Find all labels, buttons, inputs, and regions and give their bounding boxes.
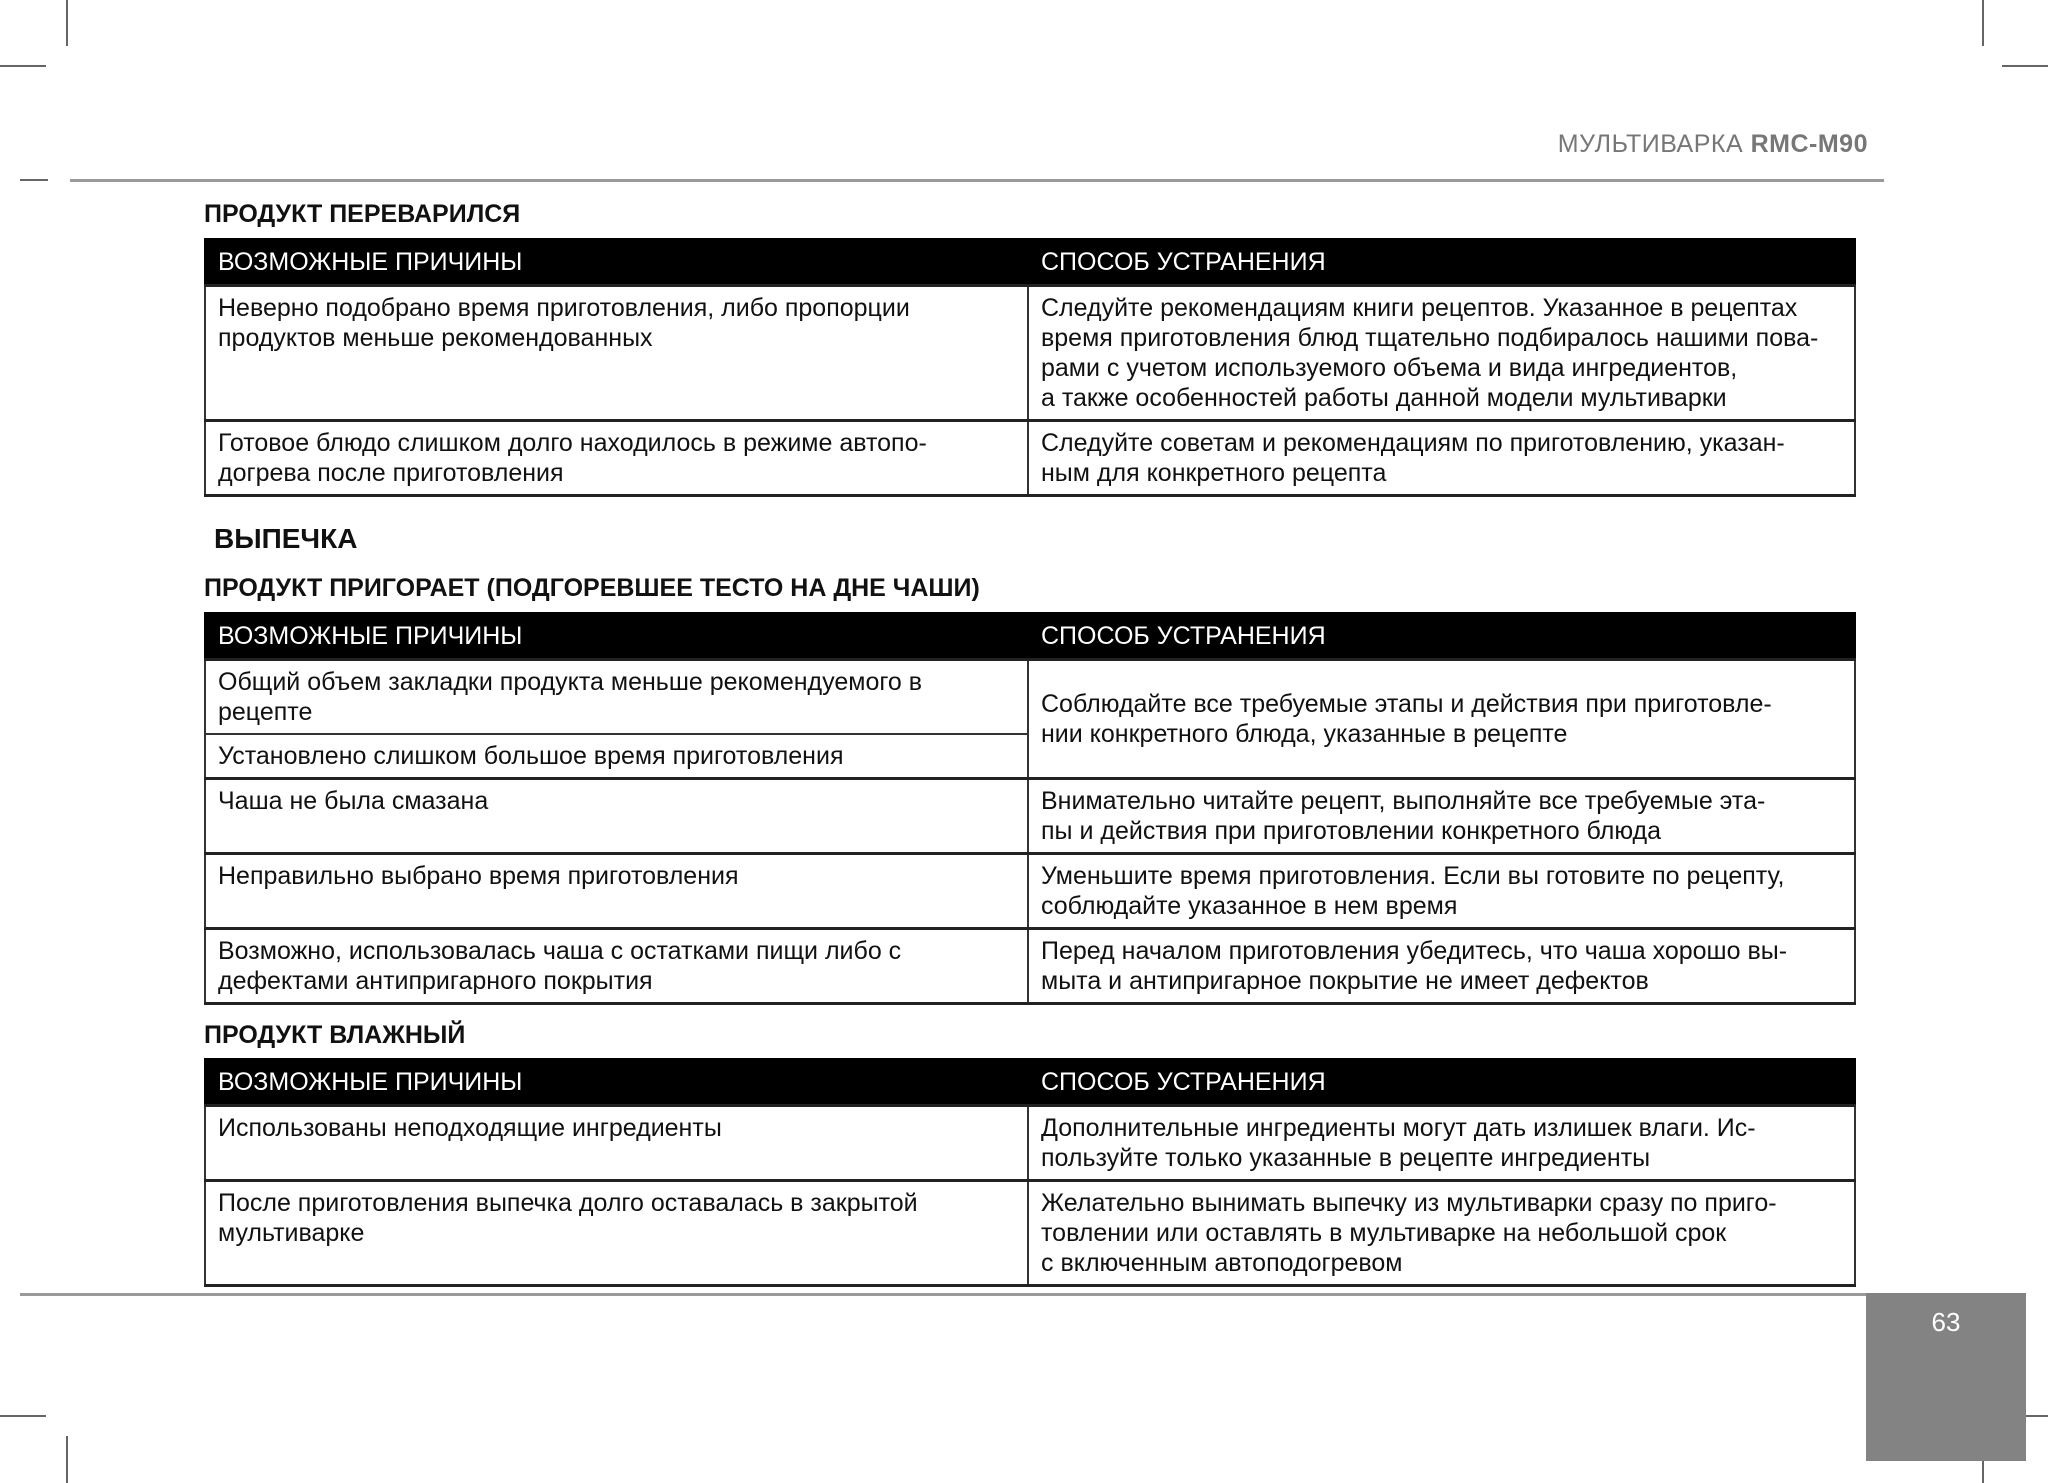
crop-mark	[2002, 65, 2048, 67]
text-line: время приготовления блюд тщательно подбиралось нашими пова-	[1041, 324, 1819, 352]
table-row	[205, 286, 1855, 421]
text-line: Желательно вынимать выпечку из мультиварки сразу по приго-	[1041, 1189, 1777, 1217]
crop-mark	[1982, 0, 1984, 46]
solution-cell	[1028, 854, 1855, 929]
text-line: мыта и антипригарное покрытие не имеет дефектов	[1041, 967, 1649, 995]
solution-cell	[1028, 1106, 1855, 1181]
text-line: мультиварке	[218, 1219, 365, 1247]
text-line: рами с учетом используемого объема и вида ингредиентов,	[1041, 354, 1738, 382]
text-line: дефектами антипригарного покрытия	[218, 967, 653, 995]
section-title: ПРОДУКТ ПЕРЕВАРИЛСЯ	[204, 200, 521, 228]
col-solution: СПОСОБ УСТРАНЕНИЯ	[1028, 613, 1855, 660]
table-burning	[204, 612, 1856, 1005]
solution-cell	[1028, 421, 1855, 496]
table-row	[205, 421, 1855, 496]
text-line: Возможно, использовалась чаша с остатками пищи либо с	[218, 937, 902, 965]
col-causes: ВОЗМОЖНЫЕ ПРИЧИНЫ	[205, 613, 1028, 660]
solution-cell	[1028, 660, 1855, 779]
table-row	[205, 1106, 1855, 1181]
col-solution: СПОСОБ УСТРАНЕНИЯ	[1028, 239, 1855, 286]
cause-cell: Неправильно выбрано время приготовления	[205, 854, 1028, 929]
text-line: Дополнительные ингредиенты могут дать излишек влаги. Ис-	[1041, 1114, 1756, 1142]
crop-mark	[66, 1436, 68, 1483]
section-overcooked	[204, 200, 1854, 229]
crop-mark	[66, 0, 68, 46]
footer-rule	[20, 1293, 1866, 1296]
model-name: RMC-M90	[1750, 130, 1868, 158]
solution-cell	[1028, 286, 1855, 421]
text-line: пользуйте только указанные в рецепте ингредиенты	[1041, 1144, 1651, 1172]
table-row	[205, 779, 1855, 854]
table-row	[205, 660, 1855, 735]
text-line: После приготовления выпечка долго оставалась в закрытой	[218, 1189, 918, 1217]
group-title: ВЫПЕЧКА	[214, 523, 358, 554]
text-line: Внимательно читайте рецепт, выполняйте все требуемые эта-	[1041, 787, 1766, 815]
section-moist	[204, 1021, 1854, 1050]
text-line: соблюдайте указанное в нем время	[1041, 892, 1458, 920]
cause-cell	[205, 421, 1028, 496]
solution-cell	[1028, 929, 1855, 1004]
text-line: с включенным автоподогревом	[1041, 1249, 1403, 1277]
text-line: нии конкретного блюда, указанные в рецепте	[1041, 720, 1568, 748]
cause-cell: Установлено слишком большое время приготовления	[205, 734, 1028, 779]
table-moist	[204, 1058, 1856, 1287]
table-moist-wrap	[204, 1058, 1854, 1287]
table-header-row	[205, 239, 1855, 286]
product-name: МУЛЬТИВАРКА	[1557, 130, 1744, 158]
solution-cell	[1028, 1181, 1855, 1286]
table-row	[205, 929, 1855, 1004]
cause-cell	[205, 660, 1028, 735]
text-line: Следуйте рекомендациям книги рецептов. Указанное в рецептах	[1041, 294, 1798, 322]
crop-mark	[0, 1415, 46, 1417]
section-title: ПРОДУКТ ПРИГОРАЕТ (ПОДГОРЕВШЕЕ ТЕСТО НА ДНЕ ЧАШИ)	[204, 574, 980, 602]
text-line: Общий объем закладки продукта меньше рекомендуемого в	[218, 668, 923, 696]
cause-cell	[205, 929, 1028, 1004]
text-line: Следуйте советам и рекомендациям по приготовлению, указан-	[1041, 429, 1785, 457]
cause-cell: Чаша не была смазана	[205, 779, 1028, 854]
section-burning	[204, 574, 1854, 603]
text-line: а также особенностей работы данной модели мультиварки	[1041, 384, 1727, 412]
text-line: пы и действия при приготовлении конкретного блюда	[1041, 817, 1662, 845]
cause-cell: Использованы неподходящие ингредиенты	[205, 1106, 1028, 1181]
solution-cell	[1028, 779, 1855, 854]
table-overcooked-wrap	[204, 238, 1854, 497]
header-rule	[70, 179, 1884, 182]
col-solution: СПОСОБ УСТРАНЕНИЯ	[1028, 1059, 1855, 1106]
col-causes: ВОЗМОЖНЫЕ ПРИЧИНЫ	[205, 239, 1028, 286]
page-number-box	[1866, 1293, 2026, 1461]
text-line: товлении или оставлять в мультиварке на небольшой срок	[1041, 1219, 1727, 1247]
cause-cell	[205, 1181, 1028, 1286]
text-line: Готовое блюдо слишком долго находилось в режиме автопо-	[218, 429, 927, 457]
table-row	[205, 854, 1855, 929]
col-causes: ВОЗМОЖНЫЕ ПРИЧИНЫ	[205, 1059, 1028, 1106]
cause-cell: Неверно подобрано время приготовления, либо пропорции продуктов меньше рекомендованных	[205, 286, 1028, 421]
section-title: ПРОДУКТ ВЛАЖНЫЙ	[204, 1021, 466, 1049]
text-line: рецепте	[218, 698, 313, 726]
table-row	[205, 1181, 1855, 1286]
text-line: Перед началом приготовления убедитесь, что чаша хорошо вы-	[1041, 937, 1788, 965]
group-baking	[204, 523, 1854, 555]
table-overcooked	[204, 238, 1856, 497]
text-line: Соблюдайте все требуемые этапы и действия при приготовле-	[1041, 690, 1772, 718]
table-burning-wrap	[204, 612, 1854, 1005]
text-line: догрева после приготовления	[218, 459, 564, 487]
crop-mark	[0, 65, 46, 67]
table-header-row	[205, 613, 1855, 660]
header-brand	[1558, 130, 1868, 159]
page-number: 63	[1931, 1307, 1961, 1337]
crop-mark	[20, 179, 48, 181]
text-line: ным для конкретного рецепта	[1041, 459, 1387, 487]
text-line: Уменьшите время приготовления. Если вы готовите по рецепту,	[1041, 862, 1785, 890]
table-header-row	[205, 1059, 1855, 1106]
